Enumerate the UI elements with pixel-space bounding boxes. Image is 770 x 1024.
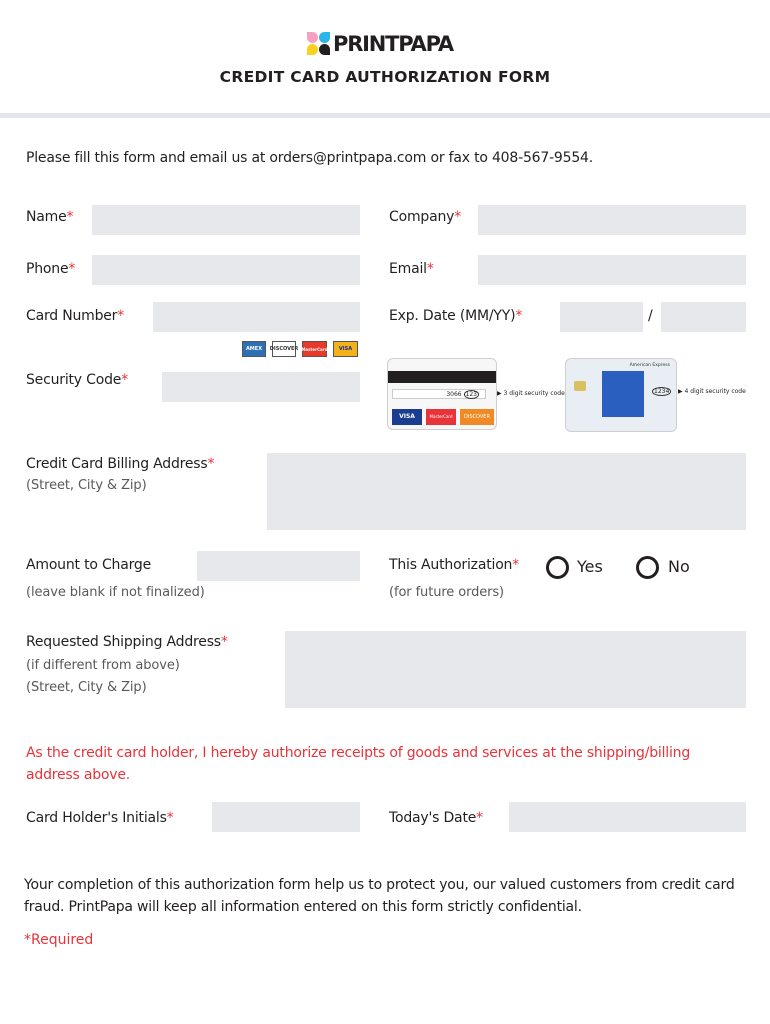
card-front-image: American Express 1234 [565, 358, 677, 432]
exp-year-field[interactable] [661, 302, 746, 332]
amount-hint: (leave blank if not finalized) [26, 585, 205, 600]
card-back-signature-strip: 3066 123 [392, 389, 486, 399]
printpapa-logo [307, 30, 467, 58]
confidentiality-text: Your completion of this authorization form help us to protect you, our valued customers from credit card fraud. PrintPapa will keep all information entered on this form strictly confidential. [24, 877, 735, 915]
amount-field[interactable] [197, 551, 360, 581]
name-label: Name* [26, 209, 74, 225]
authorization-yes-radio[interactable] [546, 556, 569, 579]
visa-logo: VISA [333, 341, 358, 357]
email-field[interactable] [478, 255, 746, 285]
security-code-field[interactable] [162, 372, 360, 402]
intro-text: Please fill this form and email us at orders@printpapa.com or fax to 408-567-9554. [26, 150, 593, 166]
billing-address-field[interactable] [267, 453, 746, 530]
todays-date-field[interactable] [509, 802, 746, 832]
exp-date-separator: / [648, 308, 653, 324]
company-label: Company* [389, 209, 462, 225]
billing-address-hint: (Street, City & Zip) [26, 478, 147, 493]
visa-mini-logo: VISA [392, 409, 422, 425]
discover-mini-logo: DISCOVER [460, 409, 494, 425]
initials-field[interactable] [212, 802, 360, 832]
email-label: Email* [389, 261, 434, 277]
brand-name: PRINTPAPA [333, 32, 453, 56]
logo-mark-icon [307, 32, 331, 56]
card-number-field[interactable] [153, 302, 360, 332]
exp-month-field[interactable] [560, 302, 643, 332]
discover-logo: DISCOVER [272, 341, 296, 357]
shipping-address-field[interactable] [285, 631, 746, 708]
authorization-label: This Authorization* [389, 557, 520, 573]
shipping-address-label: Requested Shipping Address* [26, 634, 228, 650]
mastercard-mini-logo: MasterCard [426, 409, 456, 425]
exp-date-label: Exp. Date (MM/YY)* [389, 308, 523, 324]
amex-logo: AMEX [242, 341, 266, 357]
phone-field[interactable] [92, 255, 360, 285]
shipping-address-hint-2: (Street, City & Zip) [26, 680, 147, 695]
todays-date-label: Today's Date* [389, 810, 483, 826]
back-card-caption: ▶ 3 digit security code [497, 390, 565, 397]
phone-label: Phone* [26, 261, 76, 277]
card-back-image [387, 358, 497, 430]
company-field[interactable] [478, 205, 746, 235]
authorization-notice: As the credit card holder, I hereby authorize receipts of goods and services at the shipping/billing address above. [26, 745, 691, 783]
authorization-no-label: No [668, 557, 690, 576]
authorization-hint: (for future orders) [389, 585, 505, 600]
amount-label: Amount to Charge [26, 557, 152, 573]
initials-label: Card Holder's Initials* [26, 810, 174, 826]
mastercard-logo: MasterCard [302, 341, 327, 357]
form-title: CREDIT CARD AUTHORIZATION FORM [219, 68, 551, 86]
authorization-yes-label: Yes [577, 557, 603, 576]
authorization-no-radio[interactable] [636, 556, 659, 579]
security-code-label: Security Code* [26, 372, 128, 388]
billing-address-label: Credit Card Billing Address* [26, 456, 215, 472]
title-divider [0, 113, 770, 118]
front-card-caption: ▶ 4 digit security code [678, 388, 746, 395]
required-note: *Required [24, 932, 94, 948]
shipping-address-hint-1: (if different from above) [26, 658, 180, 673]
card-number-label: Card Number* [26, 308, 125, 324]
name-field[interactable] [92, 205, 360, 235]
